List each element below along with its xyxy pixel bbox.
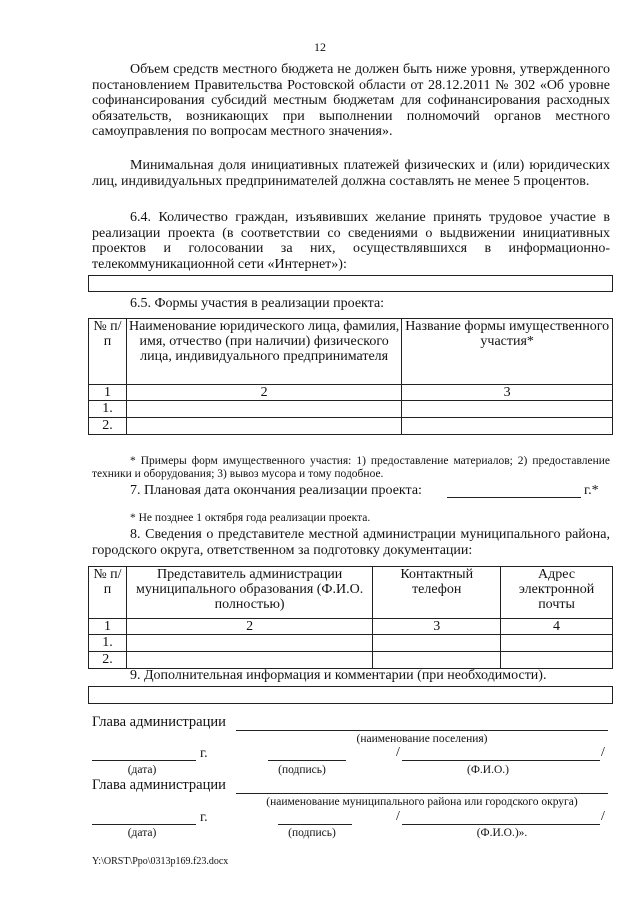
table-cell[interactable] — [126, 401, 401, 418]
table-cell[interactable] — [402, 418, 613, 435]
table-cell[interactable] — [501, 635, 613, 652]
header-phone: Контактный телефон — [373, 567, 501, 619]
header-form-name: Название формы имущественного участия* — [402, 319, 613, 385]
colnum-3: 3 — [402, 385, 613, 401]
paragraph-8: 8. Сведения о представителе местной администрации муниципального района, городского округа, ответственном за подготовку документации: — [92, 527, 610, 558]
representative-table — [88, 566, 613, 669]
signature1-year-suffix: г. — [200, 746, 208, 761]
signature2-caption-date: (дата) — [127, 827, 157, 839]
signature1-sign-field[interactable] — [268, 760, 346, 761]
signature2-slash-right: / — [601, 809, 605, 824]
signature1-org-field[interactable] — [236, 730, 608, 731]
signature1-caption-fio: (Ф.И.О.) — [467, 764, 509, 776]
signature1-caption-org: (наименование поселения) — [356, 733, 488, 745]
table-cell[interactable] — [402, 401, 613, 418]
header-email: Адрес электронной почты — [501, 567, 613, 619]
row-number: 1. — [89, 635, 127, 652]
signature1-title: Глава администрации — [92, 714, 226, 730]
header-number: № п/п — [89, 319, 127, 385]
signature2-date-field[interactable] — [92, 824, 196, 825]
table-colnum-row — [89, 619, 613, 635]
paragraph-budget: Объем средств местного бюджета не должен быть ниже уровня, утвержденного постановлением Правительства Ростовской области от 28.12.2011 № 302 «Об уровне софинансирования субсидий местным бюджетам для софинансирования расходных обязательств, возникающих при выполнении полномочий органов местного самоуправления по вопросам местного значения». — [92, 62, 610, 139]
signature1-caption-date: (дата) — [127, 764, 157, 776]
table-header-row — [89, 319, 613, 385]
participation-forms-table — [88, 318, 613, 435]
table-row — [89, 401, 613, 418]
footnote-deadline: * Не позднее 1 октября года реализации проекта. — [130, 512, 371, 524]
end-date-field[interactable] — [447, 497, 581, 498]
row-number: 1. — [89, 401, 127, 418]
table-cell[interactable] — [126, 635, 372, 652]
table-cell[interactable] — [126, 418, 401, 435]
table-colnum-row — [89, 385, 613, 401]
table-cell[interactable] — [373, 635, 501, 652]
colnum-2: 2 — [126, 385, 401, 401]
signature2-caption-org: (наименование муниципального района или городского округа) — [266, 796, 578, 808]
header-representative: Представитель администрации муниципального образования (Ф.И.О. полностью) — [126, 567, 372, 619]
table-row — [89, 652, 613, 669]
row-number: 2. — [89, 418, 127, 435]
paragraph-6-4: 6.4. Количество граждан, изъявивших желание принять трудовое участие в реализации проекта (в соответствии со сведениями о выдвижении инициативных проектов и голосовании за них, осуществлявшихся в информационно-телекоммуникационной сети «Интернет»): — [92, 210, 610, 272]
colnum-1: 1 — [89, 619, 127, 635]
colnum-3: 3 — [373, 619, 501, 635]
citizen-count-field[interactable] — [88, 275, 613, 292]
header-number: № п/п — [89, 567, 127, 619]
row-number: 2. — [89, 652, 127, 669]
file-path: Y:\ORST\Ppo\0313p169.f23.docx — [92, 856, 229, 867]
paragraph-6-5: 6.5. Формы участия в реализации проекта: — [130, 296, 385, 311]
colnum-2: 2 — [126, 619, 372, 635]
table-cell[interactable] — [373, 652, 501, 669]
item9-label: 9. Дополнительная информация и комментарии (при необходимости). — [130, 668, 547, 683]
table-row — [89, 418, 613, 435]
signature1-slash-right: / — [601, 745, 605, 760]
signature2-org-field[interactable] — [236, 793, 608, 794]
colnum-4: 4 — [501, 619, 613, 635]
additional-info-field[interactable] — [88, 686, 613, 704]
signature1-fio-field[interactable] — [402, 760, 600, 761]
paragraph-min-share: Минимальная доля инициативных платежей физических и (или) юридических лиц, индивидуальных предпринимателей должна составлять не менее 5 процентов. — [92, 158, 610, 189]
table-cell[interactable] — [126, 652, 372, 669]
header-entity-name: Наименование юридического лица, фамилия, имя, отчество (при наличии) физического лица, индивидуального предпринимателя — [126, 319, 401, 385]
signature2-caption-sign: (подпись) — [288, 827, 336, 839]
signature2-year-suffix: г. — [200, 810, 208, 825]
signature1-slash-left: / — [396, 745, 400, 760]
signature1-caption-sign: (подпись) — [278, 764, 326, 776]
table-row — [89, 635, 613, 652]
signature2-caption-fio: (Ф.И.О.)». — [476, 827, 528, 839]
colnum-1: 1 — [89, 385, 127, 401]
signature1-date-field[interactable] — [92, 760, 196, 761]
signature2-slash-left: / — [396, 809, 400, 824]
signature2-sign-field[interactable] — [278, 824, 352, 825]
item7-label: 7. Плановая дата окончания реализации проекта: — [130, 483, 422, 498]
signature2-fio-field[interactable] — [402, 824, 600, 825]
table-cell[interactable] — [501, 652, 613, 669]
signature2-title: Глава администрации — [92, 777, 226, 793]
table-header-row — [89, 567, 613, 619]
footnote-forms: * Примеры форм имущественного участия: 1) предоставление материалов; 2) предоставление техники и оборудования; 3) вывоз мусора и тому подобное. — [92, 455, 610, 480]
page-number: 12 — [314, 40, 326, 54]
item7-suffix: г.* — [584, 483, 599, 498]
